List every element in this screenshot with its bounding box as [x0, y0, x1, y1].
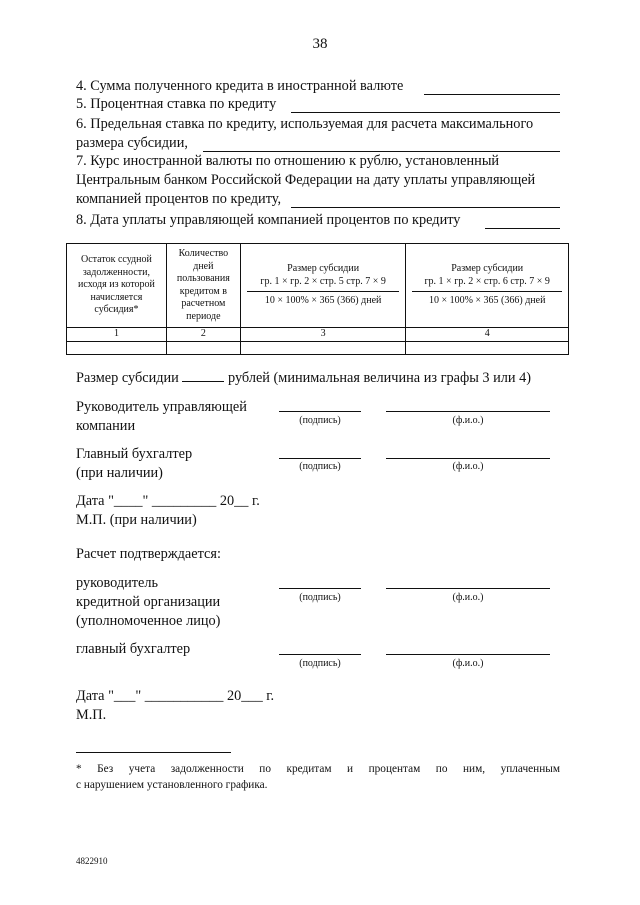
accountant-label-line2: (при наличии)	[76, 465, 163, 481]
head-label-line1: Руководитель управляющей	[76, 399, 247, 415]
head-label-line2: компании	[76, 418, 136, 434]
item-5-text: 5. Процентная ставка по кредиту	[76, 96, 277, 112]
col4-denominator: 10 × 100% × 365 (366) дней	[428, 295, 546, 307]
bank-head-line2: кредитной организации	[76, 594, 221, 610]
accountant-name-caption: (ф.и.о.)	[452, 461, 484, 472]
subsidy-size-blank	[182, 368, 224, 382]
item-6-blank	[203, 151, 560, 152]
subsidy-table	[66, 243, 569, 355]
bank-head-line1: руководитель	[76, 575, 159, 591]
bank-head-line3: (уполномоченное лицо)	[76, 613, 221, 629]
col-number-3: 3	[240, 328, 406, 342]
item-7-text: 7. Курс иностранной валюты по отношению к рублю, установленный	[76, 153, 500, 169]
bank-accountant-signature-line	[279, 654, 361, 655]
item-4-blank	[424, 94, 560, 95]
table-empty-row	[67, 341, 569, 354]
col-number-1: 1	[67, 328, 167, 342]
item-6-cont-text: размера субсидии,	[76, 135, 188, 151]
document-code: 4822910	[76, 856, 108, 866]
accountant-label	[76, 445, 192, 483]
item-6	[76, 116, 533, 133]
item-7	[76, 153, 499, 170]
bank-accountant-label: главный бухгалтер	[76, 641, 191, 657]
item-6-cont	[76, 135, 188, 152]
head-sign-caption: (подпись)	[299, 415, 341, 426]
stamp-2: М.П.	[76, 707, 107, 723]
item-4	[76, 78, 403, 95]
subsidy-size-prefix: Размер субсидии	[76, 370, 179, 386]
col4-header	[406, 244, 569, 328]
table-number-row	[67, 328, 569, 342]
item-7-cont1	[76, 172, 535, 189]
footnote-separator	[76, 752, 231, 753]
date-1: Дата "____" _________ 20__ г.	[76, 493, 260, 509]
stamp-1: М.П. (при наличии)	[76, 512, 197, 528]
footnote-line2: с нарушением установленного графика.	[76, 779, 268, 791]
col3-header	[240, 244, 406, 328]
page-number: 38	[312, 36, 328, 52]
confirmation-label: Расчет подтверждается:	[76, 546, 221, 562]
item-5-blank	[291, 112, 560, 113]
col4-title: Размер субсидии	[451, 263, 524, 275]
footnote-line1: * Без учета задолженности по кредитам и процентам по ним, уплаченным	[76, 763, 560, 775]
item-7-cont2	[76, 191, 281, 208]
item-8-text: 8. Дата уплаты управляющей компанией процентов по кредиту	[76, 212, 461, 228]
head-name-line	[386, 411, 550, 412]
item-4-text: 4. Сумма полученного кредита в иностранной валюте	[76, 78, 404, 94]
bank-accountant-sign-caption: (подпись)	[299, 658, 341, 669]
item-8-blank	[485, 228, 560, 229]
item-7-blank	[291, 207, 560, 208]
col-number-2: 2	[166, 328, 240, 342]
col3-denominator: 10 × 100% × 365 (366) дней	[264, 295, 382, 307]
head-signature-line	[279, 411, 361, 412]
empty-cell	[406, 341, 569, 354]
bank-head-label	[76, 574, 220, 631]
bank-accountant-name-line	[386, 654, 550, 655]
subsidy-size-suffix: рублей (минимальная величина из графы 3 или 4)	[227, 370, 532, 386]
subsidy-size-line	[76, 368, 531, 387]
col3-title: Размер субсидии	[287, 263, 360, 275]
bank-head-name-caption: (ф.и.о.)	[452, 592, 484, 603]
col4-numerator: гр. 1 × гр. 2 × стр. 6 стр. 7 × 9	[412, 276, 562, 293]
item-8	[76, 212, 460, 229]
item-7-cont2-text: компанией процентов по кредиту,	[76, 191, 282, 207]
accountant-signature-line	[279, 458, 361, 459]
date-2: Дата "___" ___________ 20___ г.	[76, 688, 275, 704]
bank-accountant-name-caption: (ф.и.о.)	[452, 658, 484, 669]
accountant-name-line	[386, 458, 550, 459]
item-6-text: 6. Предельная ставка по кредиту, используемая для расчета максимального	[76, 116, 534, 132]
empty-cell	[67, 341, 167, 354]
accountant-sign-caption: (подпись)	[299, 461, 341, 472]
col3-numerator: гр. 1 × гр. 2 × стр. 5 стр. 7 × 9	[247, 276, 400, 293]
empty-cell	[166, 341, 240, 354]
bank-head-name-line	[386, 588, 550, 589]
item-7-cont1-text: Центральным банком Российской Федерации на дату уплаты управляющей	[76, 172, 536, 188]
empty-cell	[240, 341, 406, 354]
bank-head-signature-line	[279, 588, 361, 589]
col2-header: Количество дней пользования кредитом в расчетном периоде	[166, 244, 240, 328]
head-label	[76, 398, 247, 436]
col-number-4: 4	[406, 328, 569, 342]
item-5	[76, 96, 276, 113]
accountant-label-line1: Главный бухгалтер	[76, 446, 193, 462]
table-header-row	[67, 244, 569, 328]
col1-header: Остаток ссудной задолженности, исходя из которой начисляется субсидия*	[67, 244, 167, 328]
head-name-caption: (ф.и.о.)	[452, 415, 484, 426]
bank-head-sign-caption: (подпись)	[299, 592, 341, 603]
